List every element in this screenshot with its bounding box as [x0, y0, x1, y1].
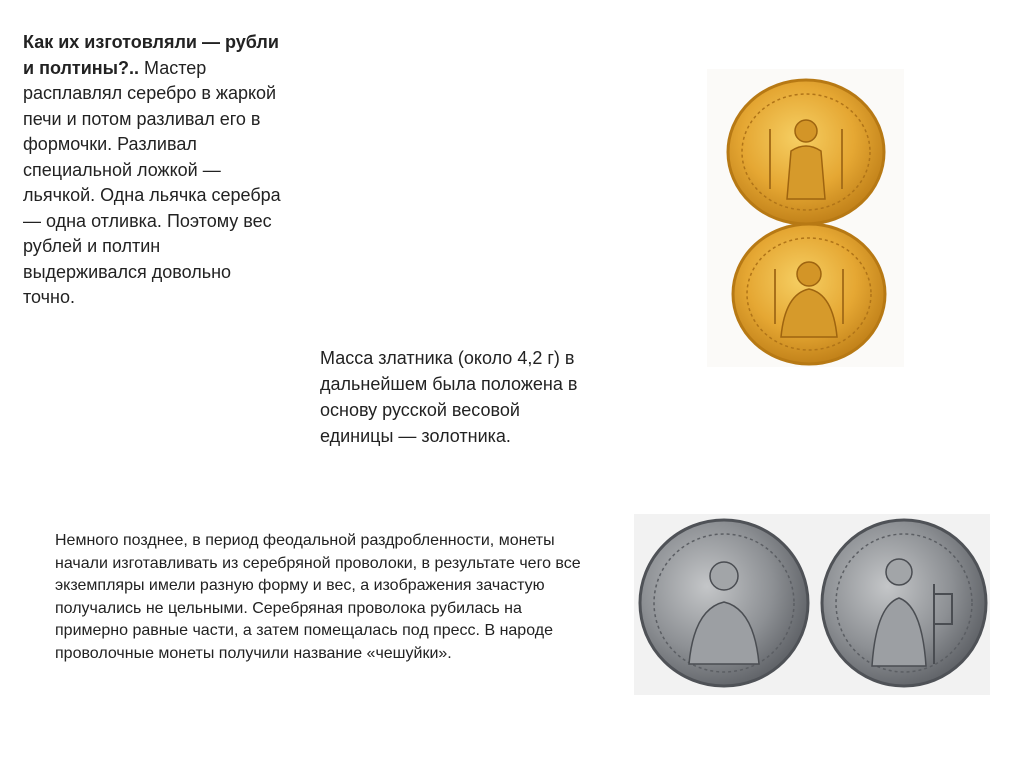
gold-coin-icon — [728, 80, 884, 224]
intro-paragraph — [23, 30, 288, 311]
gold-coin-icon — [733, 224, 885, 364]
intro-text: Мастер расплавлял серебро в жаркой печи и потом разливал его в формочки. Разливал специальной ложкой — льячкой. Одна льячка серебра — одна отливка. Поэтому вес рублей и полтин выдерживался довольно точно. — [23, 57, 281, 307]
zolotnik-caption: Масса златника (около 4,2 г) в дальнейшем была положена в основу русской весовой единицы — золотника. — [320, 348, 578, 446]
silver-coin-icon — [822, 520, 986, 686]
silver-coins-image — [634, 514, 990, 695]
gold-coins-image — [707, 69, 904, 367]
cheshuiki-paragraph: Немного позднее, в период феодальной раздробленности, монеты начали изготавливать из серебряной проволоки, в результате чего все экземпляры имели разную форму и вес, а изображения зачастую получались не цельными. Серебряная проволока рубилась на примерно равные части, а затем помещалась под пресс. В народе проволочные монеты получили название «чешуйки». — [55, 532, 581, 662]
silver-coin-icon — [640, 520, 808, 686]
intro-heading: Как их изготовляли — рубли и полтины?.. — [23, 32, 279, 78]
